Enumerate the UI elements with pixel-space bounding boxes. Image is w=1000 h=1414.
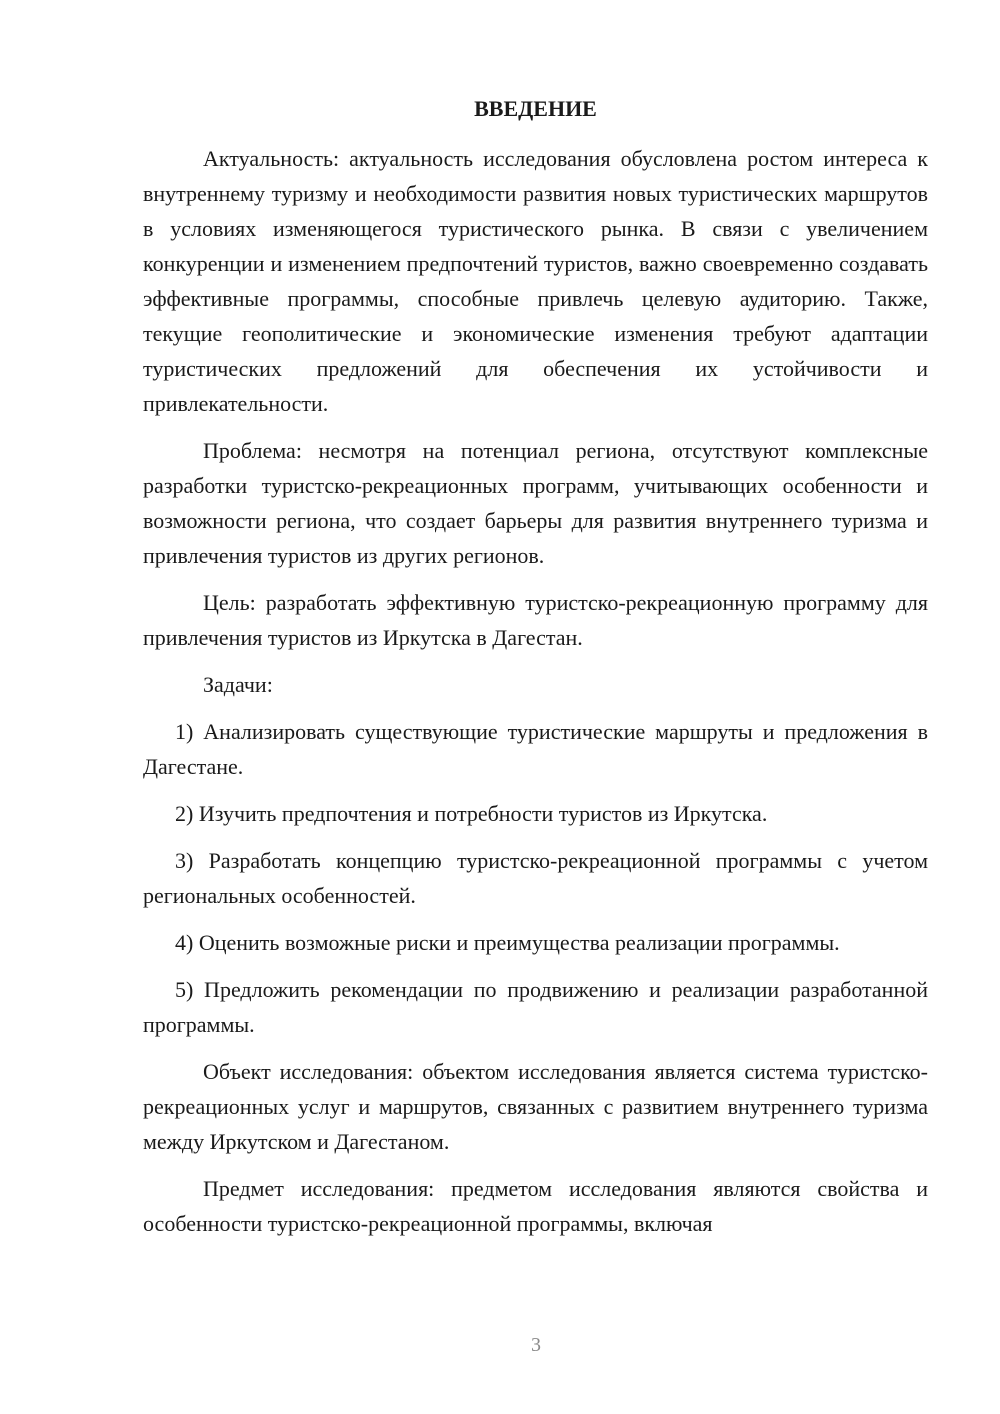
task-item-4: 4) Оценить возможные риски и преимущества реализации программы. <box>175 930 840 955</box>
problem-paragraph: Проблема: несмотря на потенциал региона, отсутствуют комплексные разработки туристско-рекреационных программ, учитывающих особенности и возможности региона, что создает барьеры для развития внутреннего туризма и привлечения туристов из других регионов. <box>143 438 928 568</box>
tasks-label: Задачи: <box>203 672 273 697</box>
task-item-1: 1) Анализировать существующие туристические маршруты и предложения в Дагестане. <box>143 719 928 779</box>
subject-paragraph: Предмет исследования: предметом исследования являются свойства и особенности туристско-рекреационной программы, включая <box>143 1176 928 1236</box>
section-heading: ВВЕДЕНИЕ <box>474 96 597 121</box>
page-number: 3 <box>531 1334 541 1356</box>
task-item-3: 3) Разработать концепцию туристско-рекреационной программы с учетом региональных особенностей. <box>143 848 928 908</box>
task-item-2: 2) Изучить предпочтения и потребности туристов из Иркутска. <box>175 801 768 826</box>
goal-paragraph: Цель: разработать эффективную туристско-рекреационную программу для привлечения туристов из Иркутска в Дагестан. <box>143 590 928 650</box>
task-item-5: 5) Предложить рекомендации по продвижению и реализации разработанной программы. <box>143 977 928 1037</box>
object-paragraph: Объект исследования: объектом исследования является система туристско-рекреационных услуг и маршрутов, связанных с развитием внутреннего туризма между Иркутском и Дагестаном. <box>143 1059 928 1154</box>
relevance-paragraph: Актуальность: актуальность исследования обусловлена ростом интереса к внутреннему туризму и необходимости развития новых туристических маршрутов в условиях изменяющегося туристического рынка. В связи с увеличением конкуренции и изменением предпочтений туристов, важно своевременно создавать эффективные программы, способные привлечь целевую аудиторию. Также, текущие геополитические и экономические изменения требуют адаптации туристических предложений для обеспечения их устойчивости и привлекательности. <box>143 146 928 416</box>
page-body <box>143 92 928 1241</box>
